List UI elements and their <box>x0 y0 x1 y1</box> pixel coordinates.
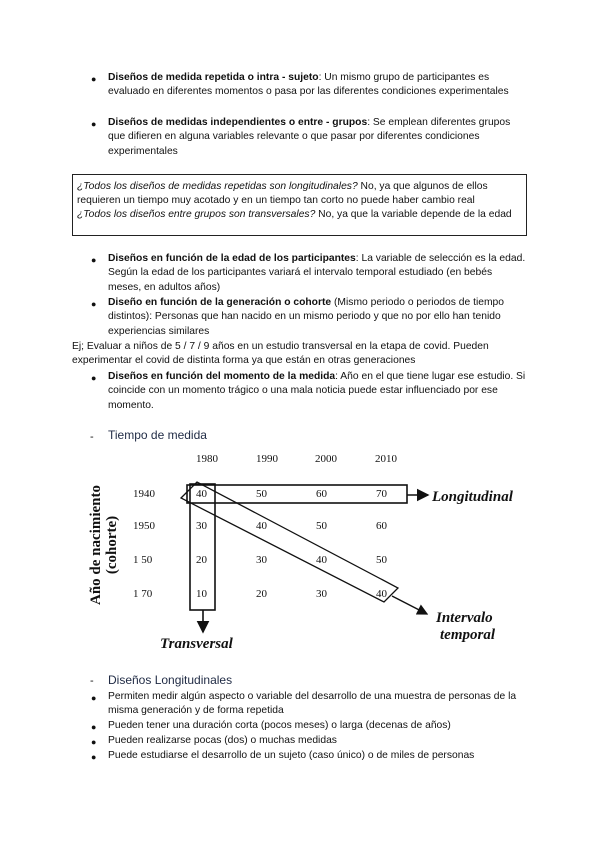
cell-value: 50 <box>316 520 327 532</box>
item-term: Diseños en función de la edad de los participantes <box>108 253 356 264</box>
axis-label-cohort-sub: (cohorte) <box>104 515 120 575</box>
example-paragraph: Ej; Evaluar a niños de 5 / 7 / 9 años en un estudio transversal en la etapa de covid. Pueden experimentar el covid de distinta forma ya que están en otras generaciones <box>72 341 489 367</box>
list-item <box>108 116 528 159</box>
year-header: 2010 <box>375 453 397 465</box>
longitudinales-heading: Diseños Longitudinales <box>108 673 233 687</box>
longitudinal-label: Longitudinal <box>432 489 513 505</box>
cell-value: 30 <box>316 588 327 600</box>
list-item: Pueden tener una duración corta (pocos meses) o larga (decenas de años) <box>108 720 451 731</box>
item-term: Diseños de medida repetida o intra - sujeto <box>108 72 319 83</box>
cohort-label: 1 70 <box>133 588 153 600</box>
year-header: 1980 <box>196 453 218 465</box>
dash-bullet: - <box>90 431 94 443</box>
bullet-icon: ● <box>91 255 97 265</box>
note-answer-2: No, ya que la variable depende de la edad <box>315 209 512 220</box>
cohort-label: 1950 <box>133 520 155 532</box>
cell-value: 50 <box>256 488 267 500</box>
bullet-icon: ● <box>91 119 97 129</box>
cell-value: 60 <box>316 488 327 500</box>
list-item: Pueden realizarse pocas (dos) o muchas medidas <box>108 735 337 746</box>
tiempo-heading: Tiempo de medida <box>108 428 207 442</box>
list-item <box>108 252 528 295</box>
cell-value: 40 <box>316 554 327 566</box>
year-header: 2000 <box>315 453 337 465</box>
list-item <box>108 71 528 100</box>
item-text: (Mismo periodo o periodos de tiempo distintos): Personas que han nacido en un mismo periodo y que no por ello han tenido experiencias similares <box>108 297 504 337</box>
item-text: : Año en el que tiene lugar ese estudio. Si coincide con un momento trágico o una mala noticia puede estar influenciado por ese momento. <box>108 371 526 411</box>
list-item: Permiten medir algún aspecto o variable del desarrollo de una muestra de personas de la misma generación y de forma repetida <box>108 691 517 717</box>
bullet-icon: ● <box>91 737 97 747</box>
item-term: Diseños de medidas independientes o entre - grupos <box>108 117 368 128</box>
cell-value: 30 <box>256 554 267 566</box>
cell-value: 40 <box>376 588 387 600</box>
design-diagram <box>0 440 600 660</box>
cell-value: 50 <box>376 554 387 566</box>
note-question-2: ¿Todos los diseños entre grupos son transversales? <box>77 209 316 220</box>
item-term: Diseño en función de la generación o cohorte <box>108 297 332 308</box>
list-item <box>108 370 528 413</box>
item-text: : Un mismo grupo de participantes es evaluado en diferentes momentos o pasa por las diferentes condiciones experimentales <box>108 72 509 98</box>
bullet-icon: ● <box>91 74 97 84</box>
cohort-label: 1 50 <box>133 554 153 566</box>
item-term: Diseños en función del momento de la medida <box>108 371 336 382</box>
transversal-label: Transversal <box>160 636 233 652</box>
intervalo-band <box>181 482 398 602</box>
note-question-1: ¿Todos los diseños de medidas repetidas son longitudinales? <box>77 181 358 192</box>
dash-bullet: - <box>90 675 94 687</box>
list-item: Puede estudiarse el desarrollo de un sujeto (caso único) o de miles de personas <box>108 750 475 761</box>
item-text: : La variable de selección es la edad. Según la edad de los participantes variará el intervalo temporal estudiado (en bebés meses, en adultos años) <box>108 253 526 293</box>
bullet-icon: ● <box>91 722 97 732</box>
intervalo-label-2: temporal <box>440 627 495 643</box>
bullet-icon: ● <box>91 299 97 309</box>
note-answer-1: No, ya que algunos de ellos requieren un tiempo muy acotado y en un tiempo tan corto no puede haber cambio real <box>77 181 488 206</box>
intervalo-label: Intervalo <box>436 610 493 626</box>
bullet-icon: ● <box>91 693 97 703</box>
axis-label-cohort: Año de nacimiento <box>88 485 104 605</box>
bullet-icon: ● <box>91 752 97 762</box>
intervalo-arrow <box>392 596 427 614</box>
year-header: 1990 <box>256 453 278 465</box>
cell-value: 60 <box>376 520 387 532</box>
cell-value: 40 <box>256 520 267 532</box>
list-item <box>108 296 528 339</box>
cell-value: 40 <box>196 488 207 500</box>
cell-value: 70 <box>376 488 387 500</box>
cell-value: 30 <box>196 520 207 532</box>
cohort-label: 1940 <box>133 488 155 500</box>
cell-value: 20 <box>196 554 207 566</box>
cell-value: 10 <box>196 588 207 600</box>
note-box <box>72 174 527 236</box>
item-text: : Se emplean diferentes grupos que difieren en alguna variables relevante o que pasar por diferentes condiciones experimentales <box>108 117 511 157</box>
bullet-icon: ● <box>91 373 97 383</box>
cell-value: 20 <box>256 588 267 600</box>
